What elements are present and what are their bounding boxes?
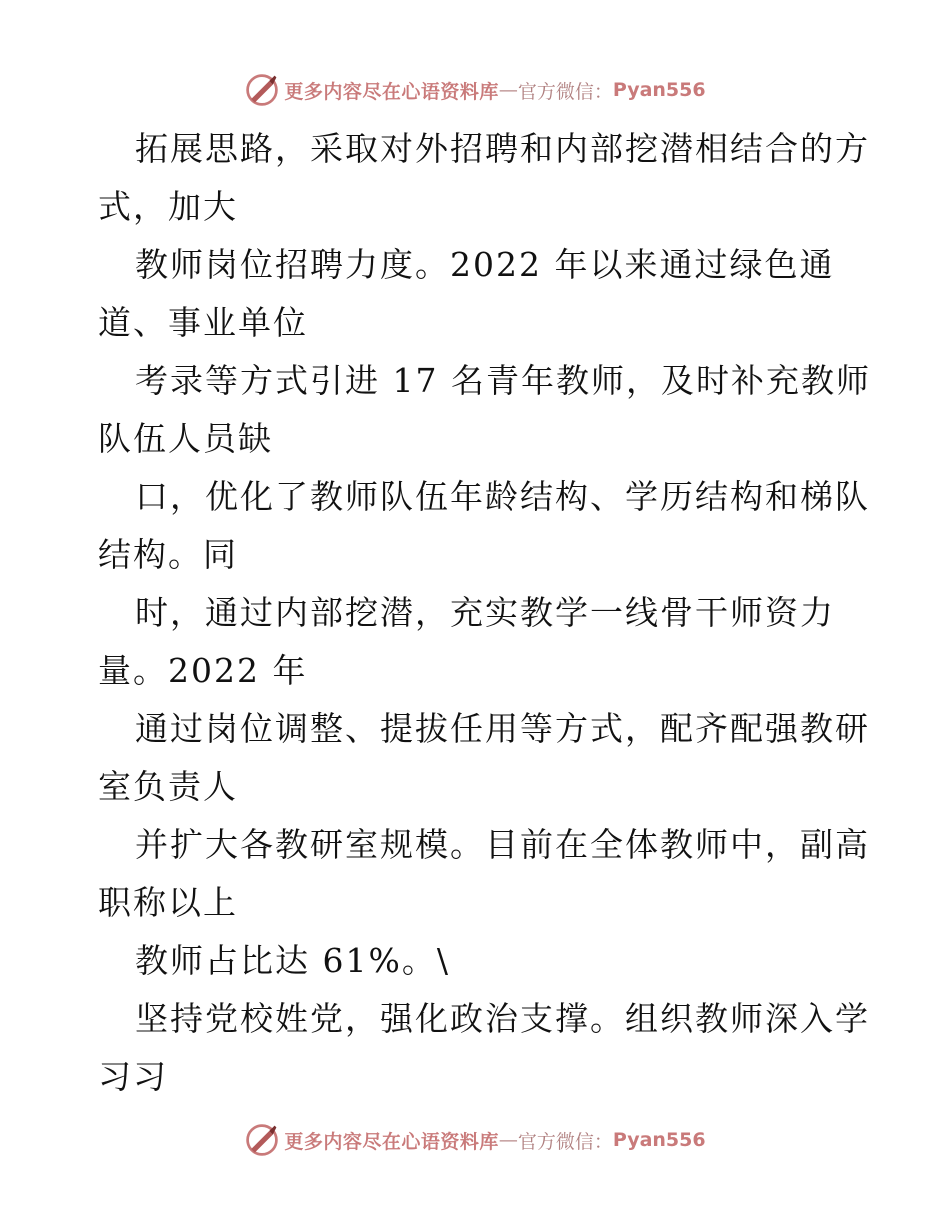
watermark-wechat-id: Pyan556 [612,79,706,101]
watermark-main-text: 更多内容尽在心语资料库 [284,80,499,103]
text-line: 式，加大 [98,187,238,226]
watermark-wechat-id: Pyan556 [612,1129,706,1151]
watermark-label: 官方微信： [517,1130,613,1153]
watermark-label: 官方微信： [517,80,613,103]
text-line: 口，优化了教师队伍年龄结构、学历结构和梯队 [135,477,870,516]
text-line: 坚持党校姓党，强化政治支撑。组织教师深入学 [135,999,870,1038]
text-line: 时，通过内部挖潜，充实教学一线骨干师资力 [135,593,835,632]
header-watermark [0,70,950,110]
text-line: 量。2022 年 [98,651,308,690]
text-line: 队伍人员缺 [98,419,273,458]
text-line: 习习 [98,1057,168,1096]
text-line: 职称以上 [98,883,238,922]
text-line: 结构。同 [98,535,238,574]
pen-logo-icon [244,72,280,108]
footer-watermark [0,1120,950,1160]
text-line: 考录等方式引进 17 名青年教师，及时补充教师 [135,361,871,400]
document-body [98,120,871,1106]
text-line: 通过岗位调整、提拔任用等方式，配齐配强教研 [135,709,870,748]
text-line: 教师占比达 61%。\ [135,941,450,980]
text-line: 室负责人 [98,767,238,806]
watermark-dash: — [498,79,518,101]
watermark-dash: — [498,1129,518,1151]
text-line: 并扩大各教研室规模。目前在全体教师中，副高 [135,825,870,864]
watermark-main-text: 更多内容尽在心语资料库 [284,1130,499,1153]
text-line: 教师岗位招聘力度。2022 年以来通过绿色通 [135,245,835,284]
text-line: 拓展思路，采取对外招聘和内部挖潜相结合的方 [135,129,870,168]
pen-logo-icon [244,1122,280,1158]
text-line: 道、事业单位 [98,303,308,342]
